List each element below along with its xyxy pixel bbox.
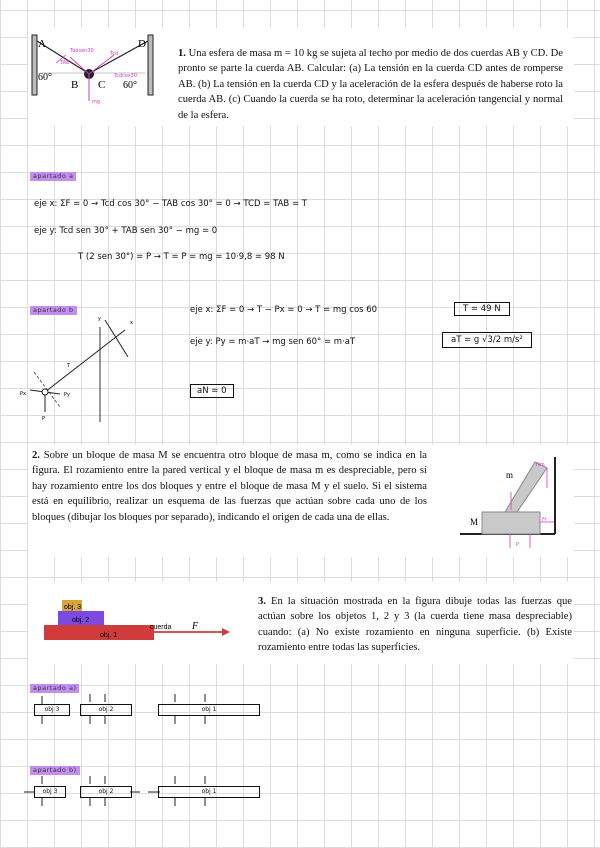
- note-tab-sen: Tabsen30: [70, 48, 94, 54]
- problem3-a-obj1: obj 1: [158, 704, 260, 716]
- obj3-label: obj. 3: [64, 604, 82, 611]
- problem3-a-obj2: obj 2: [80, 704, 132, 716]
- note-tcd: Tcd: [110, 51, 119, 57]
- problem1-a-line1: eje x: ΣF = 0 → Tcd cos 30° − TAB cos 30° = 0 → TCD = TAB = T: [34, 199, 307, 209]
- force-label: F⃗: [192, 621, 206, 632]
- problem1-number: 1.: [178, 48, 186, 59]
- problem1-text: Una esfera de masa m = 10 kg se sujeta al techo por medio de dos cuerdas AB y CD. De pronto se parte la cuerda AB. Calcular: (a) La tensión en la cuerda CD antes de romperse AB. (b) La tensión en la cuerda CD y la aceleración de la esfera después de haberse roto la cuerda AB. (c) Cuando la cuerda se ha roto, determinar la aceleración tangencial y normal de la esfera.: [178, 48, 563, 121]
- axis-y-label: y: [98, 316, 101, 322]
- problem1-a-line3: T (2 sen 30°) = P → T = P = mg = 10·9,8 = 98 N: [78, 252, 285, 262]
- problem3-b-obj1: obj 1: [158, 786, 260, 798]
- angle-left: 60°: [38, 72, 52, 83]
- problem3-figure: [40, 596, 250, 646]
- cuerda-label: cuerda: [150, 624, 172, 631]
- problem1-tag-a: apartado a: [30, 172, 76, 181]
- problem1-b-line1: eje x: ΣF = 0 → T − Px = 0 → T = mg cos 60: [190, 305, 378, 315]
- problem3-number: 3.: [258, 596, 266, 607]
- problem3-b-obj2: obj 2: [80, 786, 132, 798]
- problem3-b-obj3: obj 3: [34, 786, 66, 798]
- force-px-label: Px: [20, 391, 26, 397]
- note-fr: Fr: [542, 517, 547, 523]
- problem1-tag-b: apartado b: [30, 306, 77, 315]
- problem2-statement: [32, 448, 427, 525]
- problem1-b-result2: aT = g √3/2 m/s²: [442, 332, 532, 348]
- problem1-statement: [178, 46, 563, 123]
- problem2-text: Sobre un bloque de masa M se encuentra otro bloque de masa m, como se indica en la figura. El rozamiento entre la pared vertical y el bloque de masa m es despreciable, pero sí hay rozamiento entre los dos bloques y entre el bloque de masa M y el suelo. Si el sistema está en equilibrio, realizar un esquema de las fuerzas que actúan sobre cada uno de los bloques (dibujar los bloques por separado), indicando el origen de cada una de ellas.: [32, 450, 427, 523]
- problem2-figure: [450, 452, 575, 552]
- problem1-b-result1: T = 49 N: [454, 302, 510, 316]
- label-a: A: [38, 38, 46, 50]
- problem3-tag-a: apartado a): [30, 684, 79, 693]
- problem1-b-diagram: [20, 312, 160, 422]
- obj1-label: obj. 1: [100, 632, 118, 639]
- label-b: B: [71, 79, 79, 91]
- problem2-number: 2.: [32, 450, 40, 461]
- force-p-label: P: [42, 416, 46, 422]
- problem1-a-line2: eje y: Tcd sen 30° + TAB sen 30° − mg = 0: [34, 226, 218, 236]
- problem1-b-result3: aN = 0: [190, 384, 234, 398]
- note-tab: TAB: [60, 60, 70, 66]
- force-py-label: Py: [64, 392, 70, 398]
- label-d: D: [138, 38, 146, 50]
- problem3-statement: [258, 594, 572, 656]
- problem1-figure: [30, 33, 155, 123]
- angle-right: 60°: [123, 80, 137, 91]
- note-nm: Nm: [536, 462, 545, 468]
- axis-x-label: x: [130, 320, 133, 326]
- note-tcd-cos: Tcdcos30: [114, 73, 137, 79]
- problem1-b-line2: eje y: Py = m·aT → mg sen 60° = m·aT: [190, 337, 356, 347]
- label-big-m: M: [470, 517, 479, 527]
- problem3-a-obj3: obj 3: [34, 704, 70, 716]
- problem3-text: En la situación mostrada en la figura dibuje todas las fuerzas que actúan sobre los objetos 1, 2 y 3 (la cuerda tiene masa despreciable) cuando: (a) No existe rozamiento en ninguna superficie. (b) Existe rozamiento entre todas las superficies.: [258, 596, 572, 654]
- problem3-tag-b: apartado b): [30, 766, 80, 775]
- note-mg: mg: [92, 99, 101, 105]
- force-t-label: T: [67, 363, 71, 369]
- obj2-label: obj. 2: [72, 617, 90, 624]
- label-small-m: m: [506, 470, 514, 480]
- note-p: P: [516, 542, 520, 548]
- label-c: C: [98, 79, 106, 91]
